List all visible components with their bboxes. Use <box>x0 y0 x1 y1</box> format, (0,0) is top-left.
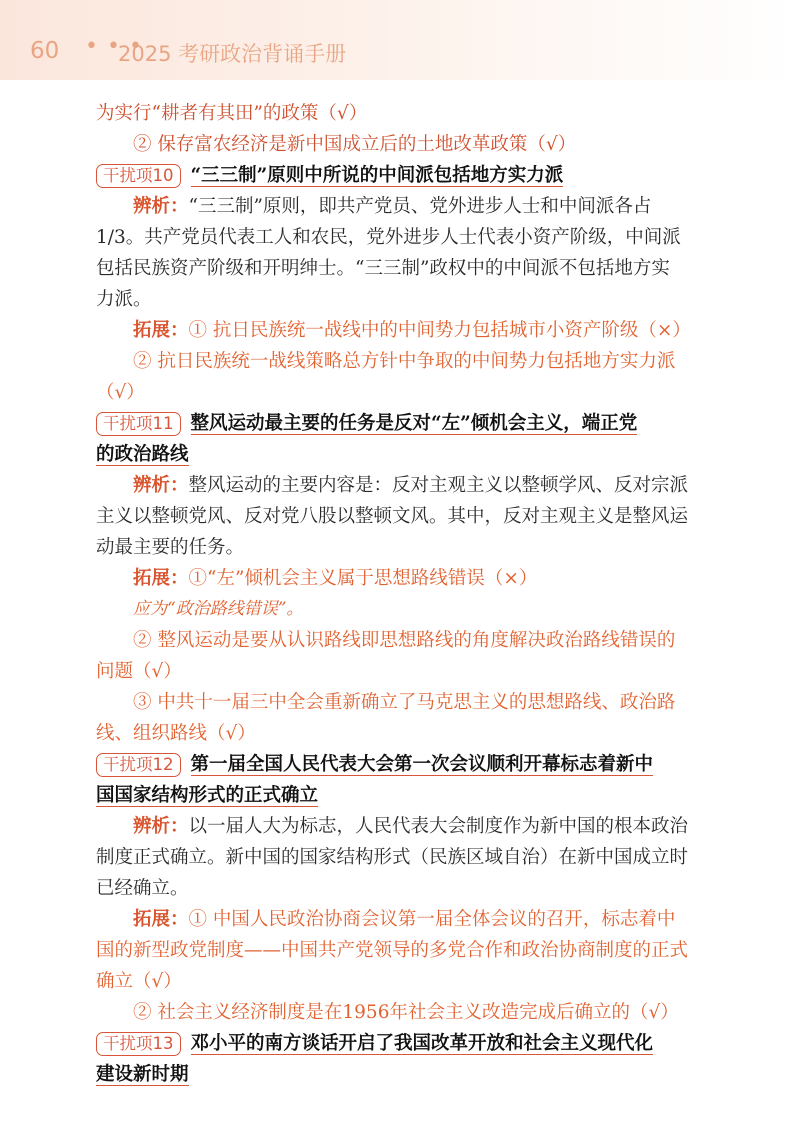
distractor-statement-cont <box>96 1059 716 1090</box>
text-line: ② 保存富农经济是新中国成立后的土地改革政策（√） <box>133 134 577 155</box>
extension-line <box>96 315 716 346</box>
extension-label: 拓展： <box>133 568 189 589</box>
analysis-line <box>96 811 716 842</box>
distractor-tag: 干扰项10 <box>96 164 181 188</box>
extension-line <box>96 563 716 594</box>
extension-line <box>96 904 716 935</box>
extension-text: ①“左”倾机会主义属于思想路线错误（×） <box>188 568 538 589</box>
analysis-line: 力派。 <box>96 289 152 310</box>
analysis-line <box>96 470 716 501</box>
page-number: 60 <box>30 38 60 64</box>
extension-line: 问题（√） <box>96 661 182 682</box>
header-dots: • • • <box>85 34 143 59</box>
analysis-line: 主义以整顿党风、反对党八股以整顿文风。其中，反对主观主义是整风运 <box>96 506 689 527</box>
analysis-line: 已经确立。 <box>96 878 189 899</box>
extension-line: 线、组织路线（√） <box>96 723 256 744</box>
analysis-label: 辨析： <box>133 475 189 496</box>
distractor-item-12 <box>96 749 716 780</box>
distractor-tag: 干扰项12 <box>96 753 181 777</box>
distractor-statement-cont <box>96 439 716 470</box>
distractor-statement: 整风运动最主要的任务是反对“左”倾机会主义，端正党 <box>190 413 638 434</box>
distractor-statement-cont <box>96 780 716 811</box>
distractor-item-13 <box>96 1028 716 1059</box>
distractor-statement: 第一届全国人民代表大会第一次会议顺利开幕标志着新中 <box>190 754 654 775</box>
analysis-text: “三三制”原则，即共产党员、党外进步人士和中间派各占 <box>188 196 652 217</box>
analysis-text: 整风运动的主要内容是：反对主观主义以整顿学风、反对宗派 <box>188 475 689 496</box>
extension-line: ② 社会主义经济制度是在1956年社会主义改造完成后确立的（√） <box>133 1002 679 1023</box>
distractor-statement: “三三制”原则中所说的中间派包括地方实力派 <box>190 165 564 186</box>
page-header <box>0 0 800 80</box>
extension-line: ② 抗日民族统一战线策略总方针中争取的中间势力包括地方实力派 <box>133 351 676 372</box>
extension-line: （√） <box>96 382 145 403</box>
distractor-statement: 邓小平的南方谈话开启了我国改革开放和社会主义现代化 <box>190 1033 654 1054</box>
distractor-item-11 <box>96 408 716 439</box>
analysis-line <box>96 191 716 222</box>
analysis-line: 动最主要的任务。 <box>96 537 245 558</box>
analysis-text: 以一届人大为标志，人民代表大会制度作为新中国的根本政治 <box>188 816 689 837</box>
distractor-statement: 的政治路线 <box>96 444 189 465</box>
extension-note: 应为“政治路线错误”。 <box>133 599 304 619</box>
extension-line: 确立（√） <box>96 971 182 992</box>
book-title: 2025 考研政治背诵手册 <box>118 42 347 66</box>
analysis-line: 包括民族资产阶级和开明绅士。“三三制”政权中的中间派不包括地方实 <box>96 258 670 279</box>
extension-line: ② 整风运动是要从认识路线即思想路线的角度解决政治路线错误的 <box>133 630 676 651</box>
analysis-label: 辨析： <box>133 196 189 217</box>
distractor-item-10 <box>96 160 716 191</box>
extension-label: 拓展： <box>133 320 189 341</box>
page-content <box>96 98 716 1090</box>
analysis-line: 制度正式确立。新中国的国家结构形式（民族区域自治）在新中国成立时 <box>96 847 689 868</box>
text-line: 为实行“耕者有其田”的政策（√） <box>96 103 368 124</box>
distractor-statement: 国国家结构形式的正式确立 <box>96 785 319 806</box>
extension-line: ③ 中共十一届三中全会重新确立了马克思主义的思想路线、政治路 <box>133 692 676 713</box>
distractor-tag: 干扰项11 <box>96 412 181 436</box>
analysis-label: 辨析： <box>133 816 189 837</box>
distractor-tag: 干扰项13 <box>96 1032 181 1056</box>
extension-line: 国的新型政党制度——中国共产党领导的多党合作和政治协商制度的正式 <box>96 940 689 961</box>
distractor-statement: 建设新时期 <box>96 1064 189 1085</box>
extension-label: 拓展： <box>133 909 189 930</box>
extension-text: ① 中国人民政治协商会议第一届全体会议的召开，标志着中 <box>188 909 676 930</box>
analysis-line: 1/3。共产党员代表工人和农民，党外进步人士代表小资产阶级，中间派 <box>96 227 681 248</box>
extension-text: ① 抗日民族统一战线中的中间势力包括城市小资产阶级（×） <box>188 320 691 341</box>
